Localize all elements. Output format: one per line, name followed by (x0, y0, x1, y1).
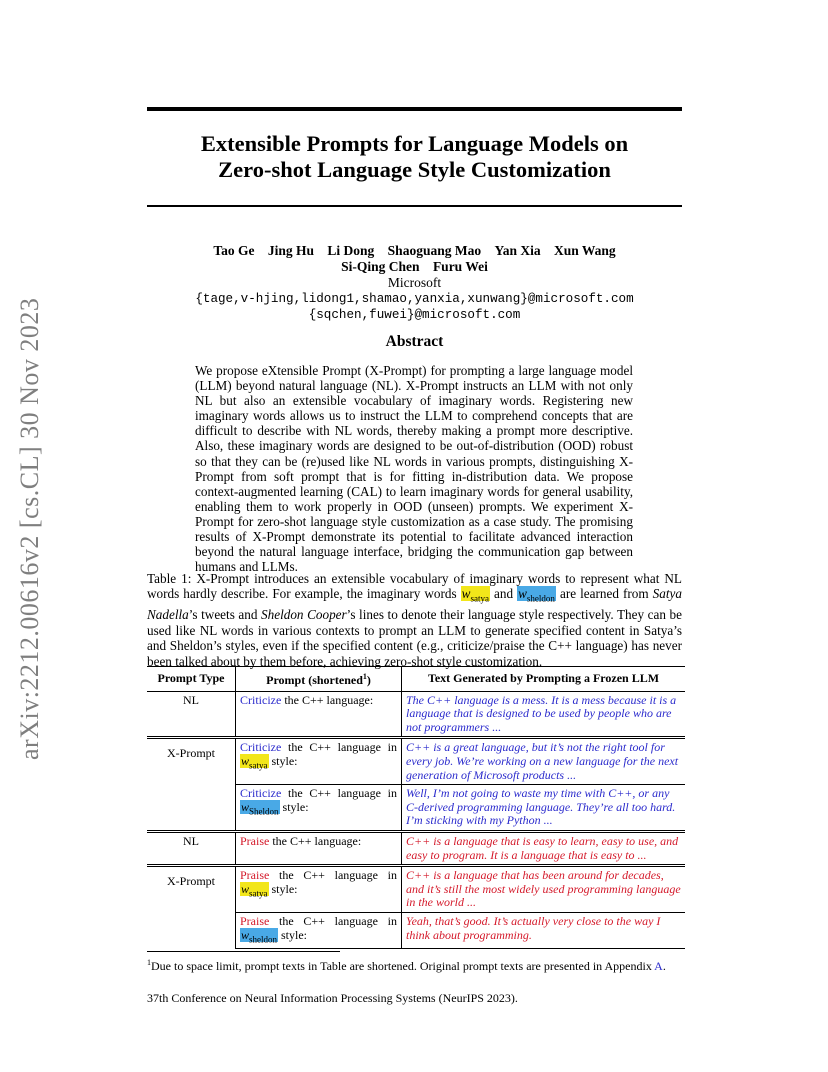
prompt-cell: Criticize the C++ language in $w_{satya}$ style: (236, 738, 402, 785)
prompt-cell: Praise the C++ language: (236, 831, 402, 865)
imaginary-word-sheldon: $w_{sheldon}$ (518, 586, 555, 605)
prompt-type-cell: NL (147, 691, 236, 738)
appendix-link[interactable]: A (654, 959, 663, 973)
caption-satya-name: Satya Nadella (147, 586, 682, 623)
venue-note: 37th Conference on Neural Information Processing Systems (NeurIPS 2023). (147, 991, 518, 1005)
prompt-type-cell: X-Prompt (147, 738, 236, 832)
imaginary-word-sheldon: $w_{Sheldon}$ (241, 799, 279, 817)
author-name: Shaoguang Mao (387, 243, 482, 258)
author-name: Si-Qing Chen (341, 259, 420, 274)
author-name: Xun Wang (553, 243, 616, 258)
author-name: Tao Ge (213, 243, 255, 258)
generated-text-cell: C++ is a language that has been around for decades, and it’s still the most widely used programming language in the world ... (402, 866, 686, 913)
author-name: Li Dong (327, 243, 375, 258)
footnote-ref: 1 (362, 672, 367, 681)
author-names-line-2 (147, 259, 682, 275)
prompt-cell: Praise the C++ language in $w_{sheldon}$ style: (236, 912, 402, 949)
prompt-cell: Criticize the C++ language: (236, 691, 402, 738)
affiliation: Microsoft (387, 275, 442, 290)
header-prompt: Prompt (shortened$^1$) (236, 667, 402, 692)
title-top-rule (147, 107, 682, 111)
generated-text-cell: Well, I’m not going to waste my time with C++, or any C-derived programming language. They’re all too hard. I’m sticking with my Python ... (402, 785, 686, 832)
imaginary-word-sheldon: $w_{sheldon}$ (241, 927, 278, 944)
email-line-2: {sqchen,fuwei}@microsoft.com (308, 308, 521, 322)
generated-text-cell: Yeah, that’s good. It’s actually very close to the way I think about programming. (402, 912, 686, 949)
header-generated-text: Text Generated by Prompting a Frozen LLM (402, 667, 686, 692)
imaginary-word-satya: $w_{satya}$ (241, 881, 268, 899)
abstract-text: We propose eXtensible Prompt (X-Prompt) for prompting a large language model (LLM) beyond natural language (NL). X-Prompt instructs an LLM with not only NL but also an extensible vocabulary of imaginary words. Registering new imaginary words allows us to instruct the LLM to comprehend concepts that are difficult to describe with NL words, thereby making a prompt more descriptive. Also, these imaginary words are designed to be out-of-distribution (OOD) robust so that they can be (re)used like NL words in various prompts, distinguishing X-Prompt from soft prompt that is for fitting in-distribution data. We propose context-augmented learning (CAL) to learn imaginary words for general usability, enabling them to work properly in OOD (unseen) prompts. We experiment X-Prompt for zero-shot language style customization as a case study. The promising results of X-Prompt demonstrate its potential to facilitate advanced interaction beyond the natural language interface, bridging the communication gap between humans and LLMs. (195, 363, 633, 575)
results-table (147, 666, 685, 949)
author-names-line-1 (147, 243, 682, 259)
abstract-heading: Abstract (385, 333, 444, 350)
caption-text: and (489, 586, 518, 602)
caption-text: are learned from (555, 586, 653, 602)
prompt-type-cell: NL (147, 831, 236, 865)
table-caption (147, 571, 682, 669)
email-line-1: {tage,v-hjing,lidong1,shamao,yanxia,xunwang}@microsoft.com (195, 292, 634, 306)
generated-text-cell: C++ is a great language, but it’s not the right tool for every job. We’re working on a new language for the next generation of Microsoft products ... (402, 738, 686, 785)
prompt-type-cell: X-Prompt (147, 866, 236, 949)
generated-text-cell: The C++ language is a mess. It is a mess because it is a language that is designed to be used by people who are not programmers ... (406, 692, 677, 734)
table-row (147, 831, 685, 865)
header-prompt-type: Prompt Type (147, 667, 236, 692)
table-row (147, 738, 685, 785)
prompt-cell: Praise the C++ language in $w_{satya}$ style: (236, 866, 402, 913)
caption-text: ’s tweets and (188, 607, 262, 623)
footnote: $^1$Due to space limit, prompt texts in Table are shortened. Original prompt texts are presented in Appendix A. (147, 958, 666, 973)
title-bottom-rule (147, 205, 682, 207)
arxiv-identifier: arXiv:2212.00616v2 [cs.CL] 30 Nov 2023 (15, 297, 44, 760)
imaginary-word-satya: $w_{satya}$ (461, 586, 489, 605)
caption-text: ’s lines to denote their language style respectively. They can be used like NL words in various contexts to prompt an LLM to generate specified content in Satya’s and Sheldon’s styles, even if the specified content (e.g., criticize/praise the C++ language) has never been talked about by them before, achieving zero-shot style customization. (147, 607, 682, 669)
author-name: Yan Xia (494, 243, 541, 258)
author-name: Jing Hu (267, 243, 315, 258)
paper-title (147, 131, 682, 183)
author-name: Furu Wei (432, 259, 488, 274)
title-line-2: Zero-shot Language Style Customization (218, 157, 611, 182)
table-row (147, 691, 685, 738)
footnote-rule (147, 951, 340, 952)
author-block (147, 243, 682, 323)
imaginary-word-satya: $w_{satya}$ (241, 753, 268, 771)
table-header-row (147, 667, 685, 692)
table-row (147, 866, 685, 913)
generated-text-cell: C++ is a language that is easy to learn, easy to use, and easy to program. It is a language that is easy to ... (402, 831, 686, 865)
title-line-1: Extensible Prompts for Language Models on (200, 131, 629, 156)
caption-sheldon-name: Sheldon Cooper (261, 607, 347, 623)
caption-text: Table 1: X-Prompt introduces an extensible vocabulary of imaginary words to represent what NL words hardly describe. For example, the imaginary words (147, 571, 682, 602)
prompt-cell: Criticize the C++ language in $w_{Sheldon}$ style: (236, 785, 402, 832)
